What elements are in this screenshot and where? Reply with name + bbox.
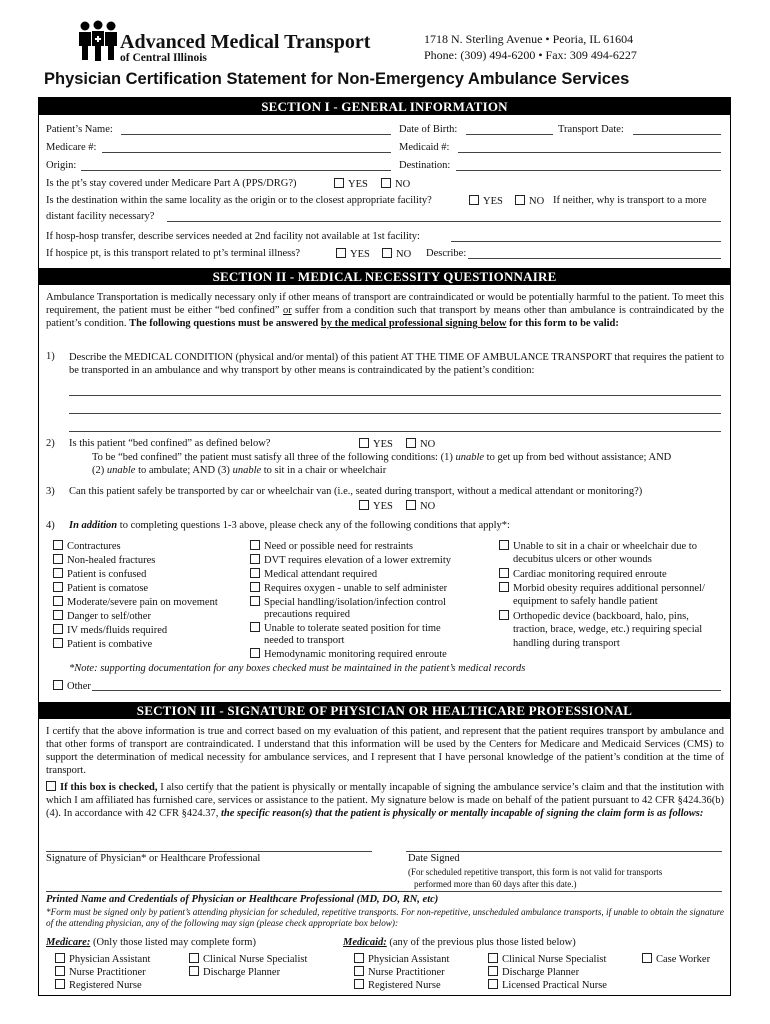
checkbox[interactable]: [250, 554, 260, 564]
checkbox[interactable]: [469, 195, 479, 205]
checkbox[interactable]: [336, 248, 346, 258]
condition-label-cont: equipment to safely handle patient: [513, 596, 658, 607]
printed-name-field[interactable]: [46, 891, 722, 892]
condition-orthopedic[interactable]: [499, 610, 689, 622]
checkbox[interactable]: [406, 438, 416, 448]
signer-label: Discharge Planner: [203, 967, 281, 978]
section1-heading: SECTION I - GENERAL INFORMATION: [39, 98, 730, 115]
condition-dvt[interactable]: [250, 554, 451, 566]
signer-label: Registered Nurse: [69, 980, 142, 991]
describe-label: Describe:: [426, 248, 467, 259]
no-label: NO: [420, 439, 436, 450]
yes-label: YES: [483, 196, 503, 207]
section2-intro: Ambulance Transportation is medically necessary only if other means of transport are contraindicated or would be potentially harmful to the patient. To meet this requirement, the patient must be either “bed confined” or suffer from a condition such that transport by means other than ambulance is contraindicated by the patient’s condition. The following questions must be answered by the medical professional signing below for this form to be valid:: [46, 292, 724, 329]
checkbox[interactable]: [250, 582, 260, 592]
condition-iv-meds[interactable]: [53, 624, 167, 636]
q2-number: 2): [46, 438, 55, 449]
destination-label: Destination:: [399, 160, 451, 171]
condition-label-cont: traction, brace, wedge, etc.) requiring special: [513, 624, 703, 635]
checkbox[interactable]: [382, 248, 392, 258]
signer-label: Licensed Practical Nurse: [502, 980, 607, 991]
checkbox[interactable]: [53, 568, 63, 578]
checkbox[interactable]: [406, 500, 416, 510]
if-neither-label: If neither, why is transport to a more: [553, 195, 707, 206]
yes-label: YES: [348, 179, 368, 190]
checkbox[interactable]: [499, 568, 509, 578]
no-label: NO: [395, 179, 411, 190]
medicaid-num-field[interactable]: [458, 152, 721, 153]
q2-definition-line2: (2) unable to ambulate; AND (3) unable to sit in a chair or wheelchair: [92, 465, 387, 476]
condition-label-cont: needed to transport: [264, 635, 345, 646]
condition-label: Moderate/severe pain on movement: [67, 597, 218, 608]
incapable-checkbox[interactable]: [46, 781, 56, 791]
signer-label: Discharge Planner: [502, 967, 580, 978]
checkbox[interactable]: [53, 540, 63, 550]
checkbox[interactable]: [55, 979, 65, 989]
condition-contractures[interactable]: [53, 540, 121, 552]
certify-statement: I certify that the above information is true and correct based on my evaluation of this patient, and represent that the patient requires transport by ambulance and that other forms of transport are contraindicated. I understand that this information will be used by the Centers for Medicare and Medicaid Services (CMS) to support the determination of medical necessity for ambulance services, and I represent that I have personal knowledge of the patient’s condition at the time of transport.: [46, 726, 724, 776]
q3-number: 3): [46, 486, 55, 497]
condition-label: Danger to self/other: [67, 611, 151, 622]
patients-name-label: Patient’s Name:: [46, 124, 113, 135]
locality-yes[interactable]: [469, 195, 503, 207]
documentation-note: *Note: supporting documentation for any boxes checked must be maintained in the patient’s medical records: [69, 663, 526, 674]
condition-unable-sit[interactable]: [499, 540, 697, 552]
checkbox[interactable]: [499, 610, 509, 620]
checkbox[interactable]: [53, 638, 63, 648]
distant-facility-field[interactable]: [167, 221, 721, 222]
signer-label: Clinical Nurse Specialist: [203, 954, 308, 965]
signer-label: Physician Assistant: [69, 954, 151, 965]
yes-label: YES: [373, 501, 393, 512]
condition-label: Requires oxygen - unable to self administer: [264, 583, 448, 594]
condition-obesity[interactable]: [499, 582, 705, 594]
destination-field[interactable]: [456, 170, 721, 171]
other-field[interactable]: [92, 690, 721, 691]
signer-label: Physician Assistant: [368, 954, 450, 965]
medicaid-registered-nurse[interactable]: [354, 979, 441, 991]
origin-field[interactable]: [81, 170, 391, 171]
medicaid-case-worker[interactable]: [642, 953, 710, 965]
company-logo: [76, 20, 120, 62]
signature-label: Signature of Physician* or Healthcare Professional: [46, 853, 261, 864]
checkbox[interactable]: [250, 568, 260, 578]
condition-label: Unable to tolerate seated position for time: [264, 623, 441, 634]
checkbox[interactable]: [250, 648, 260, 658]
date-note-line1: (For scheduled repetitive transport, this form is not valid for transports: [408, 867, 663, 877]
condition-hemodynamic[interactable]: [250, 648, 447, 660]
other-label: Other: [67, 681, 91, 692]
checkbox[interactable]: [354, 979, 364, 989]
condition-label: Unable to sit in a chair or wheelchair due to: [513, 541, 697, 552]
company-sub: of Central Illinois: [120, 52, 207, 64]
q3-text: Can this patient safely be transported by car or wheelchair van (i.e., seated during transport, without a medical attendant or monitoring?): [69, 486, 643, 497]
condition-pain[interactable]: [53, 596, 218, 608]
patients-name-field[interactable]: [121, 134, 391, 135]
checkbox[interactable]: [250, 596, 260, 606]
checkbox[interactable]: [250, 540, 260, 550]
q1-answer-line[interactable]: [69, 413, 721, 414]
q4-number: 4): [46, 520, 55, 531]
checkbox[interactable]: [53, 610, 63, 620]
date-note-line2: performed more than 60 days after this date.): [414, 879, 577, 889]
condition-label: Morbid obesity requires additional personnel/: [513, 583, 705, 594]
q2-yes[interactable]: [359, 438, 393, 450]
no-label: NO: [396, 249, 412, 260]
checkbox[interactable]: [53, 624, 63, 634]
transport-date-field[interactable]: [633, 134, 721, 135]
checkbox[interactable]: [53, 582, 63, 592]
signer-label: Nurse Practitioner: [368, 967, 445, 978]
page-title: Physician Certification Statement for Non-Emergency Ambulance Services: [44, 70, 630, 88]
medicare-discharge-planner[interactable]: [189, 966, 280, 978]
condition-danger[interactable]: [53, 610, 151, 622]
checkbox[interactable]: [488, 966, 498, 976]
yes-label: YES: [350, 249, 370, 260]
form-signing-note: *Form must be signed only by patient’s attending physician for scheduled, repetitive transports. For non-repetitive, unscheduled ambulance transports, if unable to obtain the signature of the attending physician, any of the following may sign (please check appropriate box below):: [46, 907, 724, 928]
checkbox[interactable]: [359, 438, 369, 448]
condition-label: Patient is confused: [67, 569, 147, 580]
checkbox[interactable]: [189, 953, 199, 963]
hospice-question: If hospice pt, is this transport related to pt’s terminal illness?: [46, 248, 300, 259]
checkbox[interactable]: [53, 680, 63, 690]
condition-label-cont: decubitus ulcers or other wounds: [513, 554, 652, 565]
medicare-nurse-practitioner[interactable]: [55, 966, 146, 978]
condition-label: IV meds/fluids required: [67, 625, 168, 636]
checkbox[interactable]: [55, 966, 65, 976]
condition-label-cont: handling during transport: [513, 638, 620, 649]
dob-label: Date of Birth:: [399, 124, 458, 135]
incapable-statement: If this box is checked, I also certify that the patient is physically or mentally incapable of signing the ambulance service’s claim and that the institution with which I am affiliated has furnished care, services or assistance to the patient. My signature below is made on behalf of the patient pursuant to 42 CFR §424.36(b)(4). In accordance with 42 CFR §424.37, the specific reason(s) that the patient is physically or mentally incapable of signing the claim form is as follows:: [46, 782, 724, 819]
signature-field[interactable]: [46, 851, 372, 852]
condition-oxygen[interactable]: [250, 582, 447, 594]
date-signed-field[interactable]: [406, 851, 722, 852]
condition-label: Contractures: [67, 541, 121, 552]
q4-text: In addition to completing questions 1-3 above, please check any of the following conditions that apply*:: [69, 520, 510, 531]
condition-label: Hemodynamic monitoring required enroute: [264, 649, 447, 660]
condition-label: Medical attendant required: [264, 569, 378, 580]
condition-label: Non-healed fractures: [67, 555, 156, 566]
part-a-question: Is the pt’s stay covered under Medicare Part A (PPS/DRG?): [46, 178, 297, 189]
checkbox[interactable]: [55, 953, 65, 963]
condition-combative[interactable]: [53, 638, 152, 650]
condition-restraints[interactable]: [250, 540, 413, 552]
checkbox[interactable]: [515, 195, 525, 205]
q1-text: Describe the MEDICAL CONDITION (physical and/or mental) of this patient AT THE TIME OF AMBULANCE TRANSPORT that requires the patient to be transported in an ambulance and why transport by other means is contraindicated by the patient’s condition:: [69, 352, 724, 376]
no-label: NO: [529, 196, 545, 207]
q2-definition-line1: To be “bed confined” the patient must satisfy all three of the following conditions: (1) unable to get up from bed without assistance; AND: [92, 452, 672, 463]
medicare-physician-assistant[interactable]: [55, 953, 150, 965]
locality-no[interactable]: [515, 195, 544, 207]
section2-heading: SECTION II - MEDICAL NECESSITY QUESTIONNAIRE: [39, 268, 730, 285]
section3-heading: SECTION III - SIGNATURE OF PHYSICIAN OR HEALTHCARE PROFESSIONAL: [39, 702, 730, 719]
signer-label: Registered Nurse: [368, 980, 441, 991]
company-phone-fax: Phone: (309) 494-6200 • Fax: 309 494-6227: [424, 48, 637, 62]
transport-date-label: Transport Date:: [558, 124, 624, 135]
medicaid-clinical-nurse[interactable]: [488, 953, 606, 965]
q1-number: 1): [46, 351, 55, 362]
hosp-hosp-label: If hosp-hosp transfer, describe services needed at 2nd facility not available at 1st facility:: [46, 231, 420, 242]
medicare-heading: Medicare: (Only those listed may complete form): [46, 937, 256, 948]
checkbox[interactable]: [359, 500, 369, 510]
condition-comatose[interactable]: [53, 582, 148, 594]
condition-special-handling[interactable]: [250, 596, 446, 608]
condition-label: Orthopedic device (backboard, halo, pins,: [513, 611, 689, 622]
condition-label: DVT requires elevation of a lower extremity: [264, 555, 451, 566]
distant-facility-label: distant facility necessary?: [46, 211, 155, 222]
condition-label: Cardiac monitoring required enroute: [513, 569, 667, 580]
medicaid-num-label: Medicaid #:: [399, 142, 450, 153]
medicare-registered-nurse[interactable]: [55, 979, 142, 991]
condition-cardiac[interactable]: [499, 568, 667, 580]
checkbox[interactable]: [381, 178, 391, 188]
q1-answer-line[interactable]: [69, 395, 721, 396]
yes-label: YES: [373, 439, 393, 450]
hospice-no[interactable]: [382, 248, 411, 260]
hospice-yes[interactable]: [336, 248, 370, 260]
checkbox[interactable]: [499, 540, 509, 550]
checkbox[interactable]: [250, 622, 260, 632]
medicaid-physician-assistant[interactable]: [354, 953, 449, 965]
medicaid-lpn[interactable]: [488, 979, 607, 991]
checkbox[interactable]: [354, 953, 364, 963]
company-address: 1718 N. Sterling Avenue • Peoria, IL 61604: [424, 32, 634, 46]
date-signed-label: Date Signed: [408, 853, 460, 864]
condition-attendant[interactable]: [250, 568, 377, 580]
condition-seated[interactable]: [250, 622, 441, 634]
dob-field[interactable]: [466, 134, 553, 135]
medicare-num-field[interactable]: [102, 152, 391, 153]
medicaid-heading: Medicaid: (any of the previous plus those listed below): [343, 937, 576, 948]
q1-answer-line[interactable]: [69, 431, 721, 432]
checkbox[interactable]: [642, 953, 652, 963]
describe-field[interactable]: [468, 258, 721, 259]
origin-label: Origin:: [46, 160, 77, 171]
checkbox[interactable]: [53, 554, 63, 564]
checkbox[interactable]: [499, 582, 509, 592]
medicare-clinical-nurse[interactable]: [189, 953, 307, 965]
hosp-hosp-field[interactable]: [451, 241, 721, 242]
condition-label: Special handling/isolation/infection control: [264, 597, 446, 608]
signer-label: Nurse Practitioner: [69, 967, 146, 978]
checkbox[interactable]: [189, 966, 199, 976]
condition-label: Patient is combative: [67, 639, 153, 650]
same-locality-question: Is the destination within the same locality as the origin or to the closest appropriate facility?: [46, 195, 432, 206]
checkbox[interactable]: [488, 953, 498, 963]
checkbox[interactable]: [354, 966, 364, 976]
condition-label: Patient is comatose: [67, 583, 149, 594]
condition-confused[interactable]: [53, 568, 146, 580]
no-label: NO: [420, 501, 436, 512]
condition-non-healed[interactable]: [53, 554, 155, 566]
q3-no[interactable]: [406, 500, 435, 512]
q2-no[interactable]: [406, 438, 435, 450]
q2-text: Is this patient “bed confined” as defined below?: [69, 438, 271, 449]
medicaid-discharge-planner[interactable]: [488, 966, 579, 978]
condition-label-cont: precautions required: [264, 609, 351, 620]
medicaid-nurse-practitioner[interactable]: [354, 966, 445, 978]
people-figures-logo-icon: [76, 20, 120, 62]
medicare-num-label: Medicare #:: [46, 142, 97, 153]
condition-other[interactable]: [53, 680, 91, 692]
condition-label: Need or possible need for restraints: [264, 541, 413, 552]
company-name: Advanced Medical Transport: [120, 31, 371, 53]
q3-yes[interactable]: [359, 500, 393, 512]
checkbox[interactable]: [488, 979, 498, 989]
printed-name-label: Printed Name and Credentials of Physician or Healthcare Professional (MD, DO, RN, etc): [46, 894, 439, 905]
checkbox[interactable]: [53, 596, 63, 606]
signer-label: Clinical Nurse Specialist: [502, 954, 607, 965]
part-a-no[interactable]: [381, 178, 410, 190]
checkbox[interactable]: [334, 178, 344, 188]
part-a-yes[interactable]: [334, 178, 368, 190]
signer-label: Case Worker: [656, 954, 711, 965]
